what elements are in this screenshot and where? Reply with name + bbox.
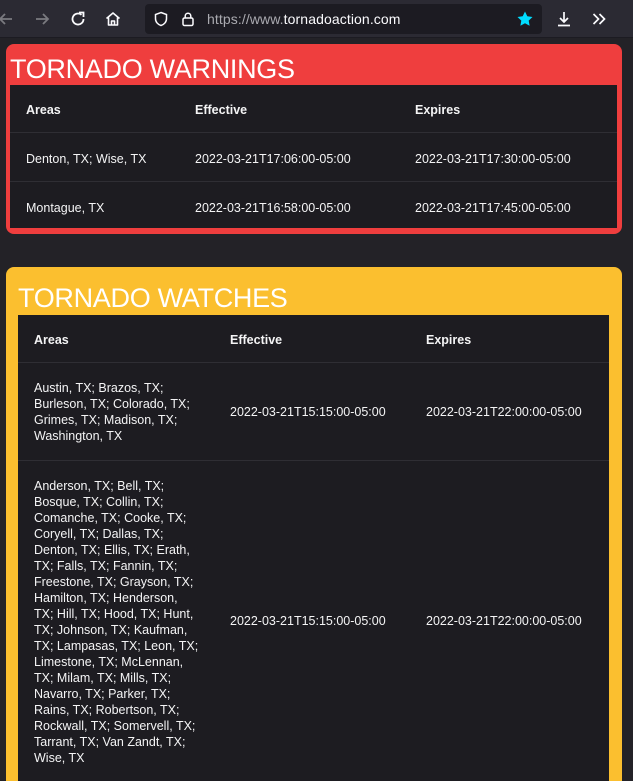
bookmark-star-icon[interactable] — [516, 10, 534, 33]
url-text[interactable] — [207, 11, 401, 27]
area-line: Grimes, TX; Madison, TX; — [34, 413, 178, 427]
browser-toolbar — [0, 0, 633, 38]
cell-effective: 2022-03-21T17:06:00-05:00 — [195, 152, 351, 166]
area-line: Hamilton, TX; Henderson, — [34, 591, 178, 605]
area-line: Tarrant, TX; Van Zandt, TX; — [34, 735, 186, 749]
cell-areas — [34, 478, 198, 766]
area-line: Rockwall, TX; Somervell, TX; — [34, 719, 196, 733]
area-line: Wise, TX — [34, 751, 85, 765]
back-icon[interactable] — [0, 5, 20, 33]
area-line: TX; Johnson, TX; Kaufman, — [34, 623, 188, 637]
warnings-title: TORNADO WARNINGS — [10, 54, 295, 84]
warnings-panel — [6, 44, 622, 234]
table-header-row — [10, 85, 617, 133]
warnings-table — [10, 85, 617, 228]
table-row — [18, 461, 609, 781]
area-line: Denton, TX; Ellis, TX; Erath, — [34, 543, 190, 557]
forward-icon[interactable] — [28, 5, 56, 33]
table-header-row — [18, 315, 609, 363]
area-line: Burleson, TX; Colorado, TX; — [34, 397, 190, 411]
reload-icon[interactable] — [64, 5, 92, 33]
area-line: Navarro, TX; Parker, TX; — [34, 687, 171, 701]
table-row — [18, 363, 609, 461]
table-row — [10, 182, 617, 228]
overflow-chevrons-icon[interactable] — [585, 5, 613, 33]
header-expires: Expires — [426, 333, 472, 347]
page-content — [0, 39, 633, 781]
cell-areas: Montague, TX — [26, 201, 105, 215]
area-line: Coryell, TX; Dallas, TX; — [34, 527, 164, 541]
cell-areas: Denton, TX; Wise, TX — [26, 152, 147, 166]
table-row — [10, 133, 617, 182]
header-expires: Expires — [415, 103, 461, 117]
cell-effective: 2022-03-21T16:58:00-05:00 — [195, 201, 351, 215]
watches-panel — [6, 267, 622, 781]
cell-expires: 2022-03-21T17:30:00-05:00 — [415, 152, 571, 166]
home-icon[interactable] — [99, 5, 127, 33]
cell-expires: 2022-03-21T22:00:00-05:00 — [426, 405, 582, 419]
area-line: TX; Milam, TX; Mills, TX; — [34, 671, 172, 685]
area-line: TX; Hill, TX; Hood, TX; Hunt, — [34, 607, 194, 621]
area-line: TX; Lampasas, TX; Leon, TX; — [34, 639, 199, 653]
area-line: Limestone, TX; McLennan, — [34, 655, 184, 669]
header-areas: Areas — [34, 333, 69, 347]
watches-table — [18, 315, 609, 781]
area-line: Anderson, TX; Bell, TX; — [34, 479, 165, 493]
cell-expires: 2022-03-21T22:00:00-05:00 — [426, 614, 582, 628]
cell-expires: 2022-03-21T17:45:00-05:00 — [415, 201, 571, 215]
url-domain: tornadoaction.com — [283, 11, 401, 27]
area-line: TX; Falls, TX; Fannin, TX; — [34, 559, 178, 573]
cell-areas — [34, 380, 190, 444]
header-effective: Effective — [195, 103, 248, 117]
url-prefix: https://www. — [207, 11, 284, 27]
header-areas: Areas — [26, 103, 61, 117]
download-icon[interactable] — [550, 5, 578, 33]
lock-icon[interactable] — [180, 11, 196, 32]
area-line: Comanche, TX; Cooke, TX; — [34, 511, 187, 525]
area-line: Rains, TX; Robertson, TX; — [34, 703, 180, 717]
cell-effective: 2022-03-21T15:15:00-05:00 — [230, 614, 386, 628]
header-effective: Effective — [230, 333, 283, 347]
shield-icon[interactable] — [153, 11, 169, 32]
url-bar[interactable] — [145, 4, 542, 34]
watches-title: TORNADO WATCHES — [18, 283, 288, 313]
cell-effective: 2022-03-21T15:15:00-05:00 — [230, 405, 386, 419]
area-line: Austin, TX; Brazos, TX; — [34, 381, 164, 395]
area-line: Freestone, TX; Grayson, TX; — [34, 575, 194, 589]
area-line: Bosque, TX; Collin, TX; — [34, 495, 164, 509]
area-line: Washington, TX — [34, 429, 123, 443]
